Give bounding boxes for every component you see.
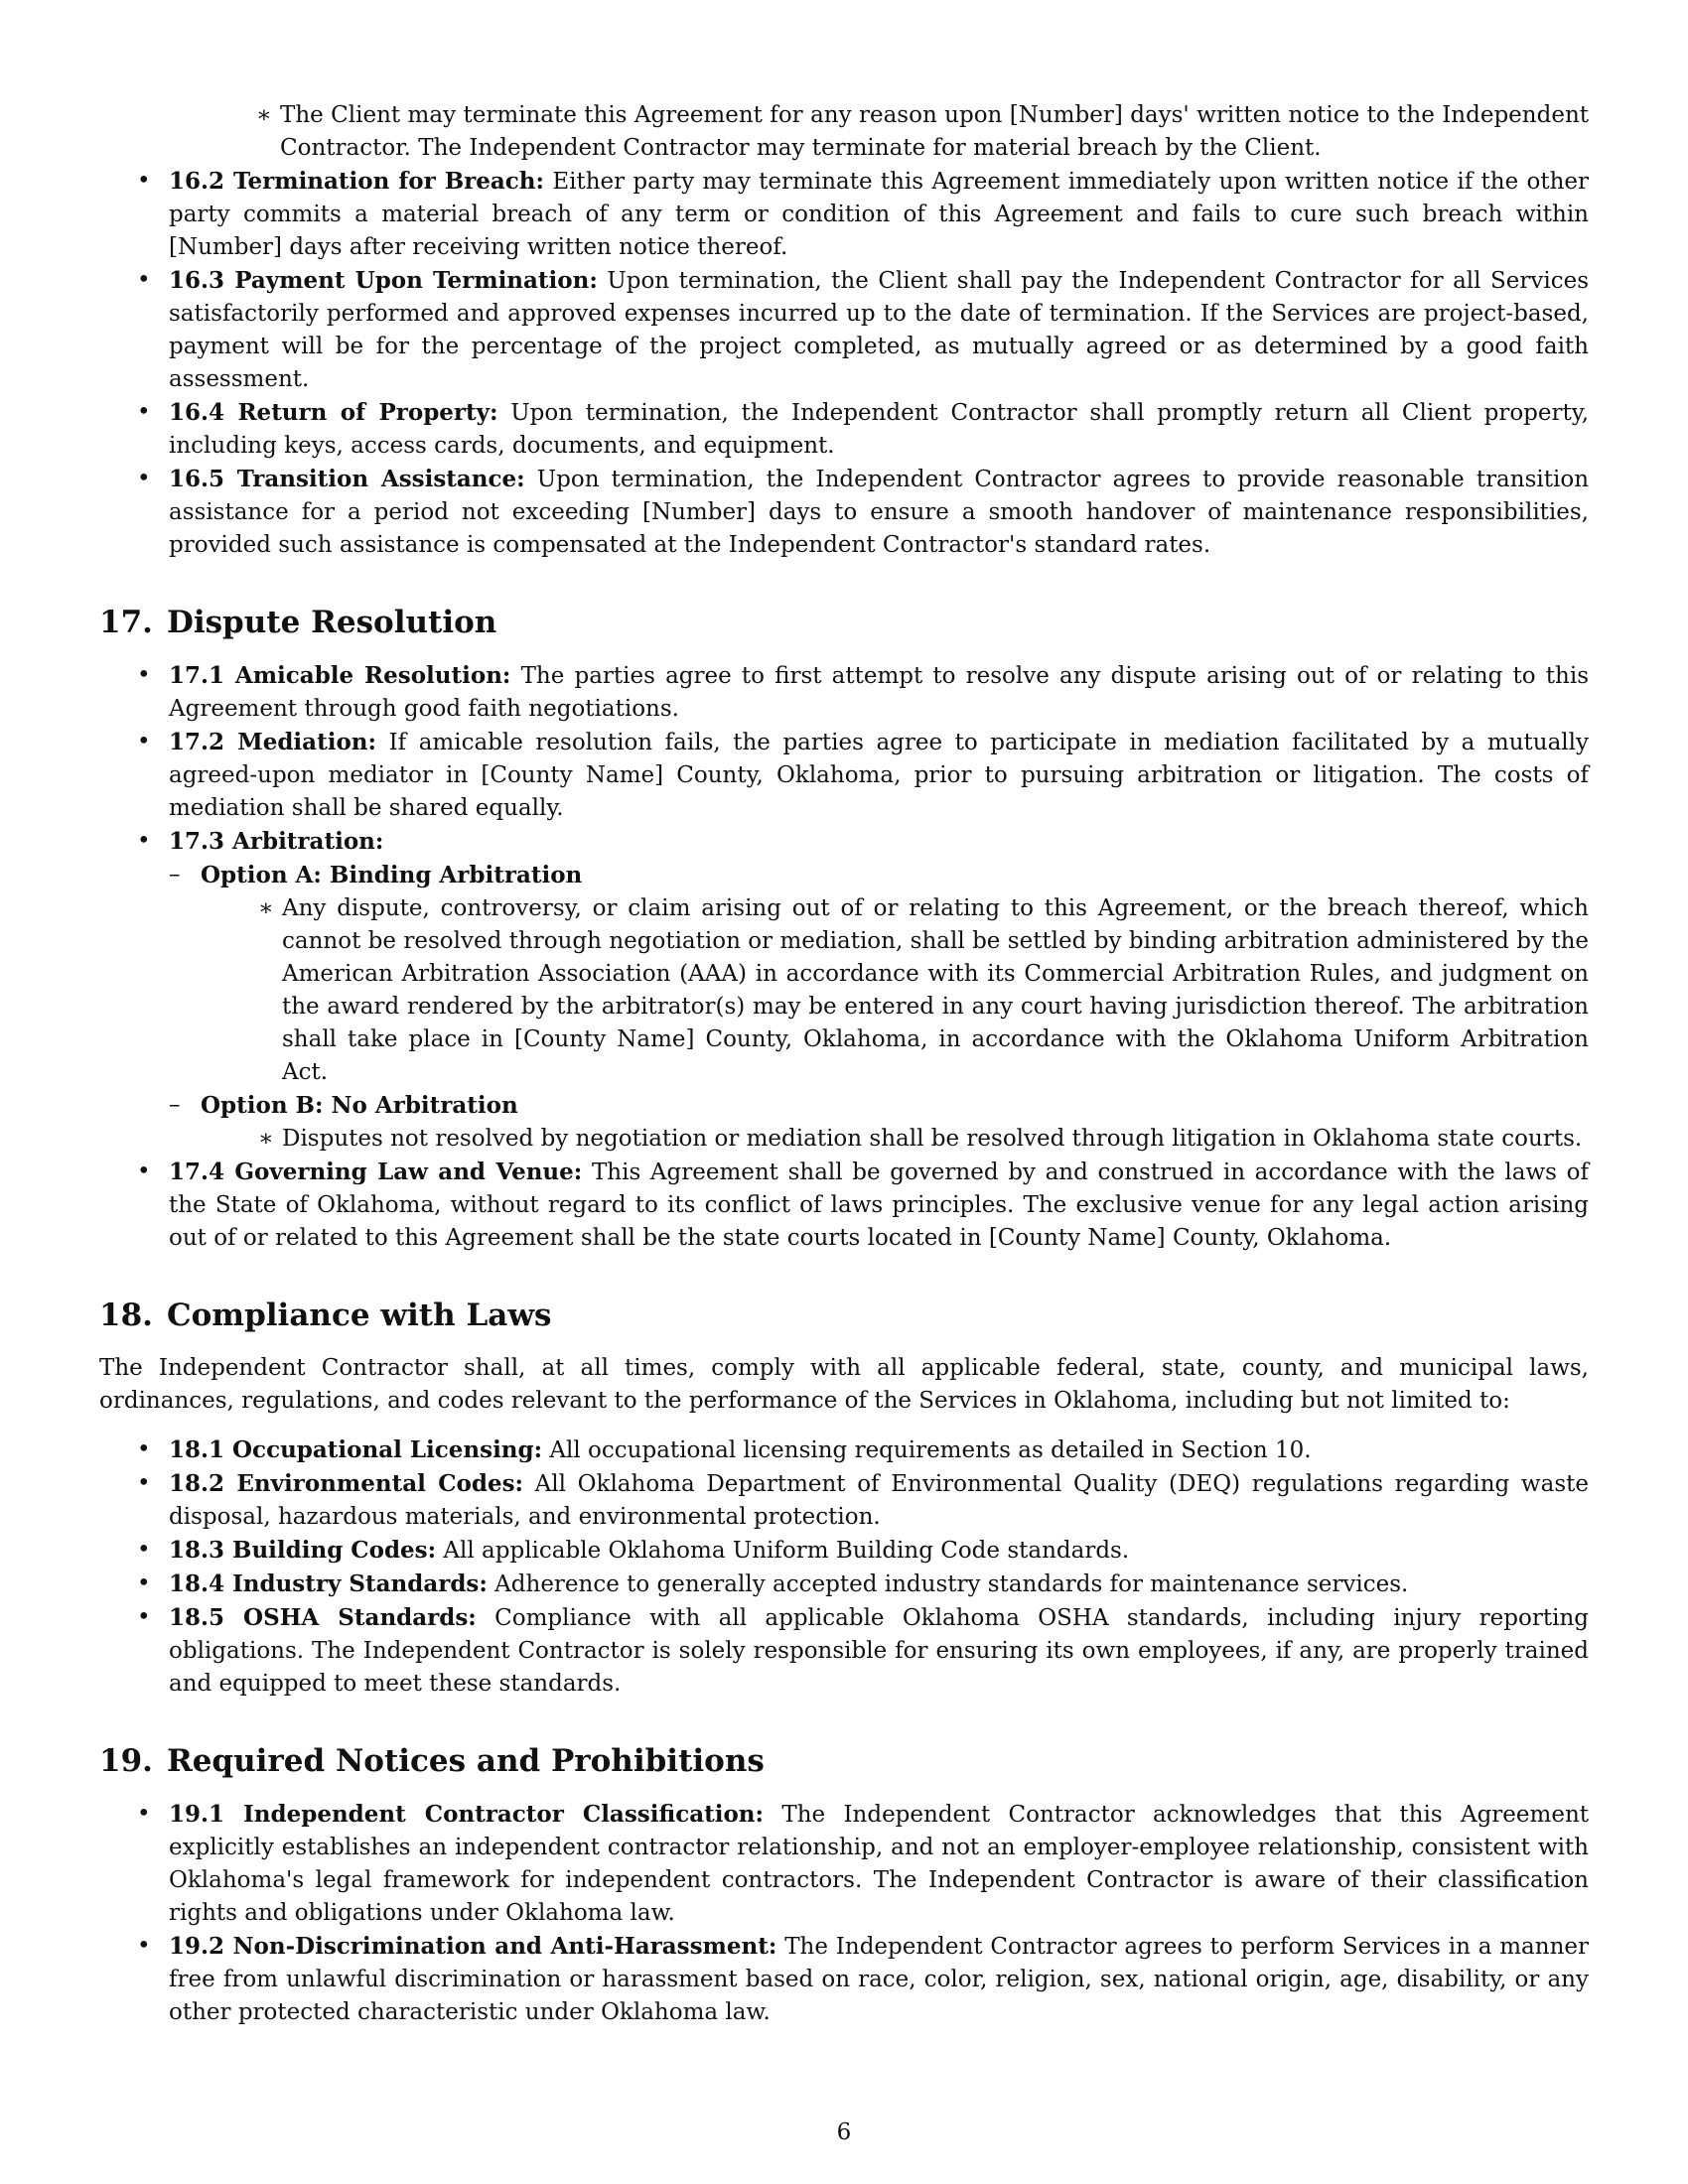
- list-item: – Option B: No Arbitration ∗ Disputes not resolved by negotiation or mediation shall be resolved through litigation in Oklahoma state courts.: [169, 1089, 1589, 1156]
- list-item: – Option A: Binding Arbitration ∗ Any dispute, controversy, or claim arising out of or relating to this Agreement, or the breach thereof, which cannot be resolved through negotiation or mediation, shall be settled by binding arbitration administered by the American Arbitration Association (AAA) in accordance with its Commercial Arbitration Rules, and judgment on the award rendered by the arbitrator(s) may be entered in any court having jurisdiction thereof. The arbitration shall take place in [County Name] County, Oklahoma, in accordance with the Oklahoma Uniform Arbitration Act.: [169, 859, 1589, 1089]
- arbitration-options-list: [169, 859, 1589, 1156]
- section-16-list: [99, 165, 1589, 562]
- option-b-list: [201, 1123, 1589, 1156]
- list-item: • 18.5 OSHA Standards: Compliance with all applicable Oklahoma OSHA standards, including injury reporting obligations. The Independent Contractor is solely responsible for ensuring its own employees, if any, are properly trained and equipped to meet these standards.: [99, 1601, 1589, 1701]
- list-item: • 17.1 Amicable Resolution: The parties agree to first attempt to resolve any dispute arising out of or relating to this Agreement through good faith negotiations.: [99, 659, 1589, 726]
- list-item: • 16.5 Transition Assistance: Upon termination, the Independent Contractor agrees to provide reasonable transition assistance for a period not exceeding [Number] days to ensure a smooth handover of maintenance responsibilities, provided such assistance is compensated at the Independent Contractor's standard rates.: [99, 463, 1589, 562]
- list-item: • 19.1 Independent Contractor Classification: The Independent Contractor acknowledges that this Agreement explicitly establishes an independent contractor relationship, and not an employer-employee relationship, consistent with Oklahoma's legal framework for independent contractors. The Independent Contractor is aware of their classification rights and obligations under Oklahoma law.: [99, 1798, 1589, 1930]
- list-item: ∗ Any dispute, controversy, or claim arising out of or relating to this Agreement, or the breach thereof, which cannot be resolved through negotiation or mediation, shall be settled by binding arbitration administered by the American Arbitration Association (AAA) in accordance with its Commercial Arbitration Rules, and judgment on the award rendered by the arbitrator(s) may be entered in any court having jurisdiction thereof. The arbitration shall take place in [County Name] County, Oklahoma, in accordance with the Oklahoma Uniform Arbitration Act.: [252, 892, 1589, 1089]
- list-item: • 17.4 Governing Law and Venue: This Agreement shall be governed by and construed in accordance with the laws of the State of Oklahoma, without regard to its conflict of laws principles. The exclusive venue for any legal action arising out of or related to this Agreement shall be the state courts located in [County Name] County, Oklahoma.: [99, 1156, 1589, 1255]
- section-18-heading: 18. Compliance with Laws: [99, 1297, 552, 1333]
- list-item: • 18.4 Industry Standards: Adherence to generally accepted industry standards for maintenance services.: [99, 1568, 1589, 1601]
- list-item: ∗ The Client may terminate this Agreement for any reason upon [Number] days' written notice to the Independent Contractor. The Independent Contractor may terminate for material breach by the Client.: [250, 99, 1589, 165]
- list-item: • 18.3 Building Codes: All applicable Oklahoma Uniform Building Code standards.: [99, 1534, 1589, 1568]
- page-number: 6: [836, 2119, 852, 2145]
- list-item: • 17.3 Arbitration: – Option A: Binding Arbitration ∗ Any dispute, controversy, or claim arising out of or relating to this Agreement, or the breach thereof, which cannot be resolved through negotiation or mediation, shall be settled by binding arbitration administered by the American Arbitration Association (AAA) in accordance with its Commercial Arbitration Rules, and judgment on the award rendered by the arbitrator(s) may be entered in any court having jurisdiction thereof. The arbitration shall take place in [County Name] County, Oklahoma, in accordance with the Oklahoma Uniform Arbitration Act. – Option B: No Arbitration ∗ Disputes not resolved by negotiation or mediation shall be resolved through litigation in Oklahoma state courts.: [99, 825, 1589, 1156]
- section-17-list: [99, 659, 1589, 1255]
- section-19-heading: 19. Required Notices and Prohibitions: [99, 1743, 765, 1779]
- list-item: • 16.3 Payment Upon Termination: Upon termination, the Client shall pay the Independent Contractor for all Services satisfactorily performed and approved expenses incurred up to the date of termination. If the Services are project-based, payment will be for the percentage of the project completed, as mutually agreed or as determined by a good faith assessment.: [99, 264, 1589, 396]
- termination-for-convenience-list: [99, 99, 1589, 165]
- list-item: • 16.2 Termination for Breach: Either party may terminate this Agreement immediately upon written notice if the other party commits a material breach of any term or condition of this Agreement and fails to cure such breach within [Number] days after receiving written notice thereof.: [99, 165, 1589, 264]
- section-17-heading: 17. Dispute Resolution: [99, 605, 497, 640]
- list-item: • 16.4 Return of Property: Upon termination, the Independent Contractor shall promptly return all Client property, including keys, access cards, documents, and equipment.: [99, 396, 1589, 463]
- section-18-list: [99, 1433, 1589, 1701]
- section-18-intro: The Independent Contractor shall, at all times, comply with all applicable federal, state, county, and municipal laws, ordinances, regulations, and codes relevant to the performance of the Services in Oklahoma, including but not limited to:: [99, 1355, 1589, 1414]
- document-page: [99, 99, 1589, 2029]
- list-item: ∗ Disputes not resolved by negotiation or mediation shall be resolved through litigation in Oklahoma state courts.: [252, 1123, 1589, 1156]
- section-19-list: [99, 1798, 1589, 2029]
- list-item: • 17.2 Mediation: If amicable resolution fails, the parties agree to participate in mediation facilitated by a mutually agreed-upon mediator in [County Name] County, Oklahoma, prior to pursuing arbitration or litigation. The costs of mediation shall be shared equally.: [99, 726, 1589, 825]
- list-item: • 19.2 Non-Discrimination and Anti-Harassment: The Independent Contractor agrees to perform Services in a manner free from unlawful discrimination or harassment based on race, color, religion, sex, national origin, age, disability, or any other protected characteristic under Oklahoma law.: [99, 1930, 1589, 2029]
- list-item: • 18.1 Occupational Licensing: All occupational licensing requirements as detailed in Section 10.: [99, 1433, 1589, 1467]
- list-item: • 18.2 Environmental Codes: All Oklahoma Department of Environmental Quality (DEQ) regulations regarding waste disposal, hazardous materials, and environmental protection.: [99, 1467, 1589, 1534]
- option-a-list: [201, 892, 1589, 1089]
